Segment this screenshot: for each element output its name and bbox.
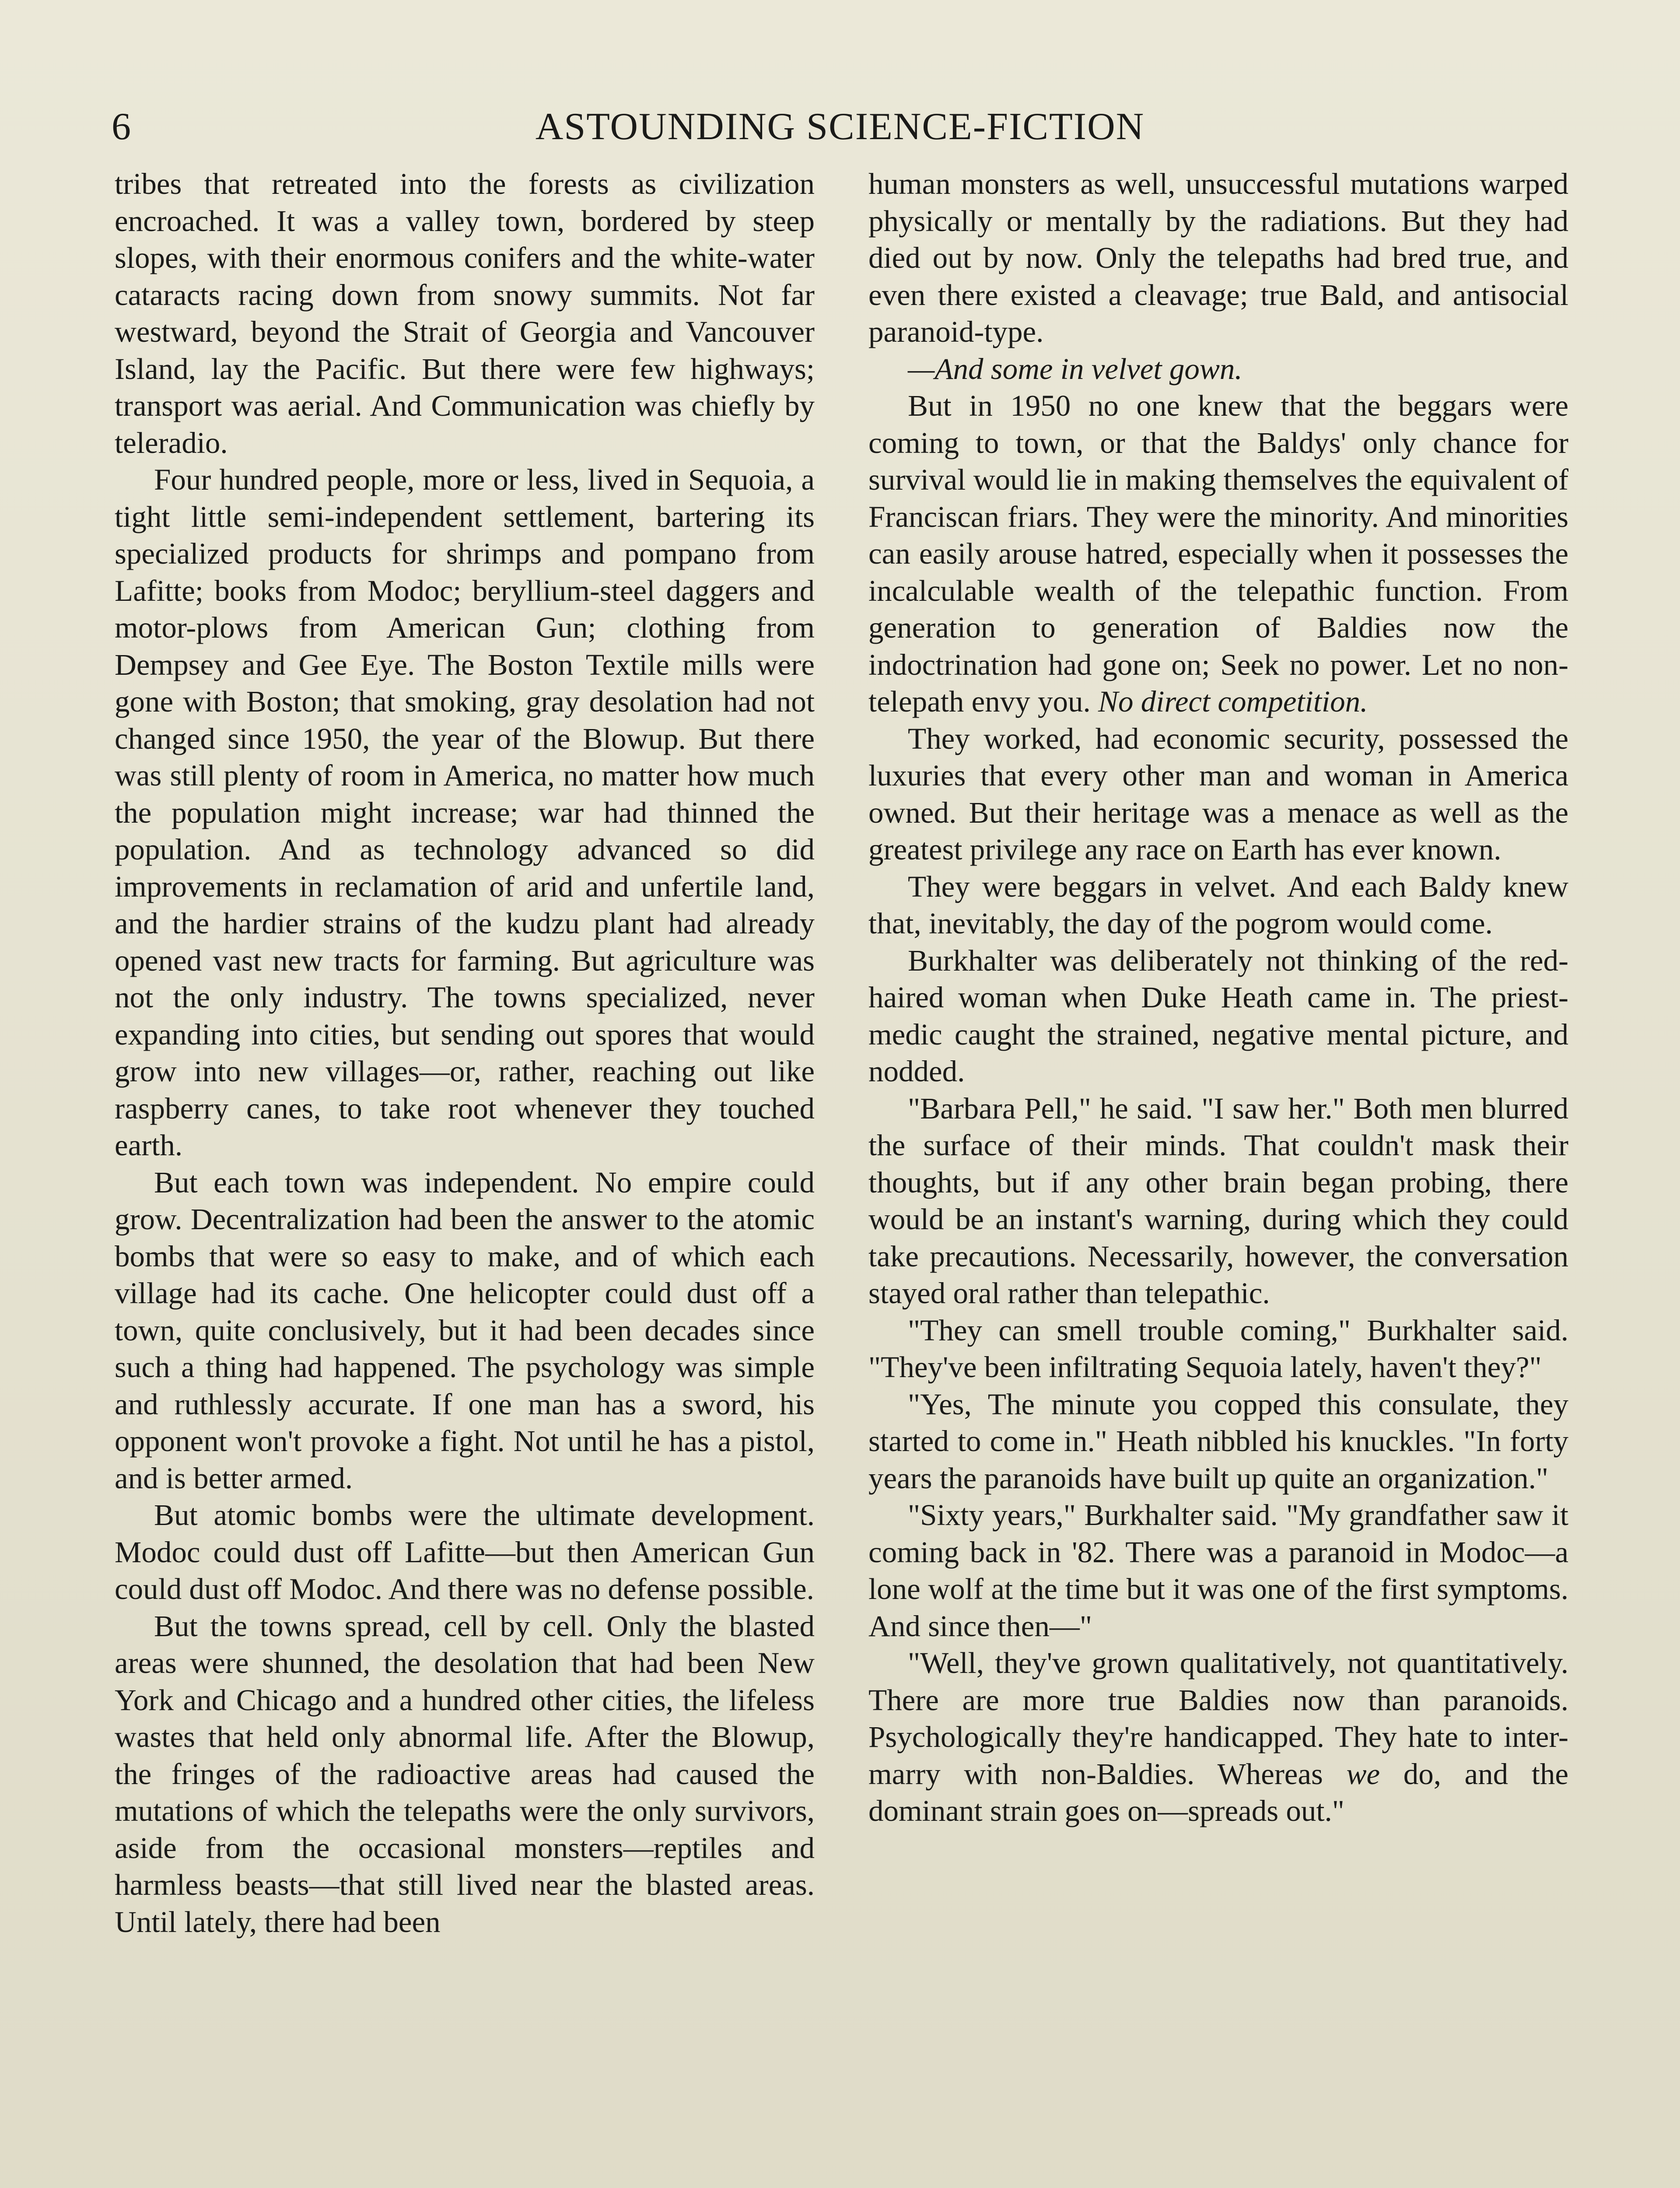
- italic-epigraph-line: —And some in velvet gown.: [908, 352, 1242, 386]
- italic-phrase: No direct competition.: [1098, 685, 1368, 718]
- paragraph: "Barbara Pell," he said. "I saw her." Both men blurred the surface of their minds. That couldn't mask their thoughts, but if any other brain began probing, there would be an instant's warning, during which they could take precautions. Necessarily, however, the conversation stayed oral rather than telepathic.: [868, 1091, 1568, 1310]
- page-number: 6: [112, 105, 131, 148]
- paragraph: But each town was independent. No empire could grow. Decentralization had been the answer to the atomic bombs that were so easy to make, and of which each village had its cache. One helicopter could dust off a town, quite conclusively, but it had been decades since such a thing had happened. The psychology was simple and ruthlessly accurate. If one man has a sword, his opponent won't provoke a fight. Not until he has a pistol, and is better armed.: [115, 1165, 815, 1495]
- text-column-right: [868, 165, 1568, 1830]
- paragraph-text: "Well, they've grown qualitatively, not quantitatively. There are more true Baldies now than paranoids. Psychologically they're handicapped. They hate to inter-marry with non-Baldies. Whereas: [868, 1646, 1568, 1791]
- paragraph: But the towns spread, cell by cell. Only the blasted areas were shunned, the desolation that had been New York and Chicago and a hundred other cities, the lifeless wastes that held only abnormal life. After the Blowup, the fringes of the radioactive areas had caused the mutations of which the telepaths were the only survivors, aside from the occasional monsters—reptiles and harmless beasts—that still lived near the blasted areas. Until lately, there had been: [115, 1609, 815, 1939]
- paragraph: They worked, had economic security, possessed the luxuries that every other man and woman in America owned. But their heritage was a menace as well as the greatest privilege any race on Earth has ever known.: [868, 722, 1568, 866]
- paragraph: tribes that retreated into the forests as civilization encroached. It was a valley town, bordered by steep slopes, with their enormous conifers and the white-water cataracts racing down from snowy summits. Not far westward, beyond the Strait of Georgia and Vancouver Island, lay the Pacific. But there were few highways; transport was aerial. And Communication was chiefly by teleradio.: [115, 167, 815, 459]
- paragraph: "Yes, The minute you copped this consulate, they started to come in." Heath nibbled his knuckles. "In forty years the paranoids have built up quite an organization.": [868, 1387, 1568, 1495]
- text-column-left: [115, 165, 815, 1940]
- paragraph: Four hundred people, more or less, lived in Sequoia, a tight little semi-independent settlement, bartering its specialized products for shrimps and pompano from Lafitte; books from Modoc; beryllium-steel daggers and motor-plows from American Gun; clothing from Dempsey and Gee Eye. The Boston Textile mills were gone with Boston; that smoking, gray desolation had not changed since 1950, the year of the Blowup. But there was still plenty of room in America, no matter how much the population might increase; war had thinned the population. And as technology advanced so did improvements in reclamation of arid and unfertile land, and the hardier strains of the kudzu plant had already opened vast new tracts for farming. But agriculture was not the only industry. The towns specialized, never expanding into cities, but sending out spores that would grow into new villages—or, rather, reaching out like raspberry canes, to take root whenever they touched earth.: [115, 463, 815, 1162]
- paragraph-text: But in 1950 no one knew that the beggars were coming to town, or that the Baldys' only chance for survival would lie in making themselves the equivalent of Franciscan friars. They were the minority. And minorities can easily arouse hatred, especially when it possesses the incalculable wealth of the telepathic function. From generation to generation of Baldies now the indoctrination had gone on; Seek no power. Let no non-telepath envy you.: [868, 389, 1568, 718]
- paragraph: human monsters as well, unsuccessful mutations warped physically or mentally by the radiations. But they had died out by now. Only the telepaths had bred true, and even there existed a cleavage; true Bald, and antisocial paranoid-type.: [868, 167, 1568, 348]
- paragraph: Burkhalter was deliberately not thinking of the red-haired woman when Duke Heath came in. The priest-medic caught the strained, negative mental picture, and nodded.: [868, 943, 1568, 1088]
- running-title: ASTOUNDING SCIENCE-FICTION: [535, 105, 1145, 148]
- paragraph: "They can smell trouble coming," Burkhalter said. "They've been infiltrating Sequoia lately, haven't they?": [868, 1313, 1568, 1384]
- paragraph: They were beggars in velvet. And each Baldy knew that, inevitably, the day of the pogrom would come.: [868, 870, 1568, 940]
- page-header: [112, 101, 1568, 158]
- paragraph-text-end: do, and the dominant strain goes on—spreads out.": [868, 1757, 1569, 1827]
- paragraph: But atomic bombs were the ultimate development. Modoc could dust off Lafitte—but then American Gun could dust off Modoc. And there was no defense possible.: [115, 1498, 815, 1606]
- paragraph: [868, 387, 1568, 720]
- paragraph: "Sixty years," Burkhalter said. "My grandfather saw it coming back in '82. There was a paranoid in Modoc—a lone wolf at the time but it was one of the first symptoms. And since then—": [868, 1498, 1568, 1643]
- italic-word: we: [1346, 1757, 1380, 1791]
- paragraph: [868, 1645, 1568, 1830]
